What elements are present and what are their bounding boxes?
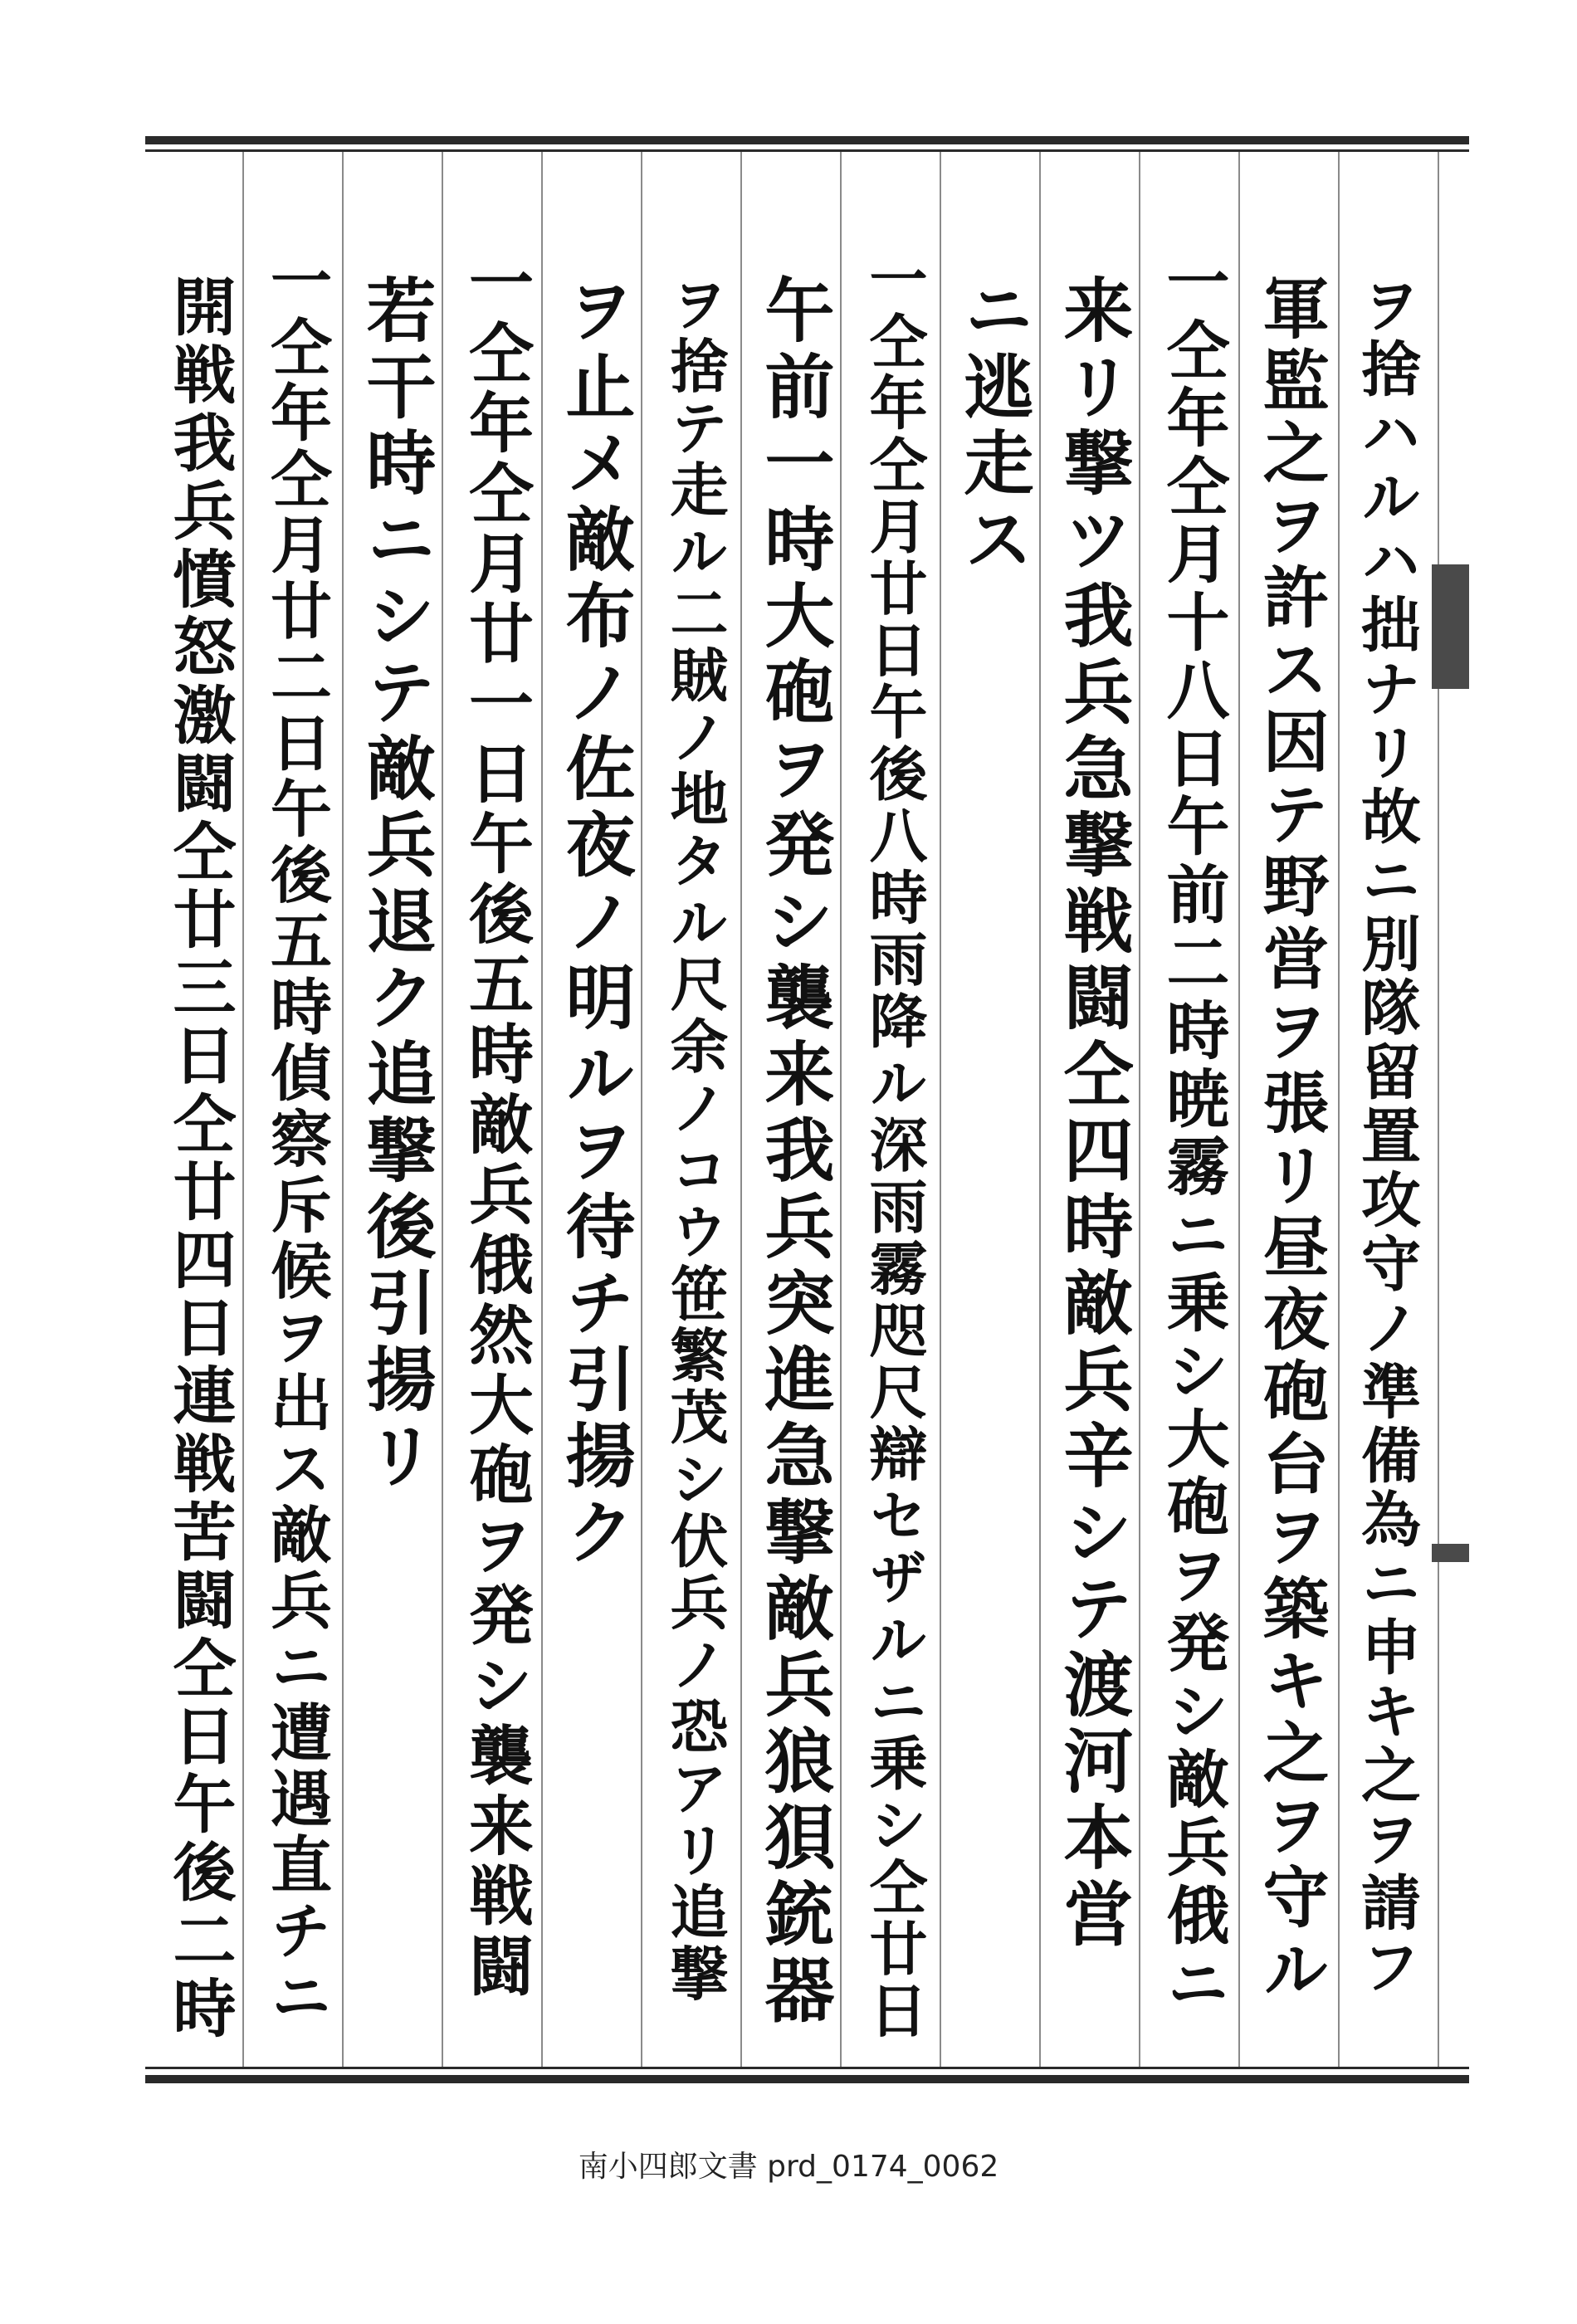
document-caption: 南小四郎文書 prd_0174_0062 bbox=[578, 2150, 999, 2184]
column-divider bbox=[1338, 152, 1340, 2067]
column-divider bbox=[1238, 152, 1240, 2067]
column-divider bbox=[840, 152, 842, 2067]
column-divider bbox=[442, 152, 443, 2067]
column-divider bbox=[1139, 152, 1140, 2067]
column-divider bbox=[641, 152, 642, 2067]
column-divider bbox=[1039, 152, 1041, 2067]
text-column-2: 軍監之ヲ許ス因テ野営ヲ張リ昼夜砲台ヲ築キ之ヲ守ル bbox=[1252, 274, 1330, 2007]
edge-tab-marker bbox=[1432, 564, 1469, 689]
column-divider bbox=[740, 152, 742, 2067]
text-column-5: ニ逃走ス bbox=[953, 274, 1035, 579]
top-border-thick bbox=[145, 136, 1469, 144]
text-column-13: 開戦我兵憤怒激闘仝廿三日仝廿四日連戦苦闘仝日午後二時 bbox=[163, 274, 237, 2043]
column-divider bbox=[1438, 152, 1439, 2067]
text-column-3: 一仝年仝月十八日午前二時暁霧ニ乗シ大砲ヲ発シ敵兵俄ニ bbox=[1156, 249, 1230, 2019]
edge-tab-marker bbox=[1432, 1544, 1469, 1562]
text-column-6: 一仝年仝月廿日午後八時雨降ル深雨霧咫尺辯セザルニ乗シ仝廿日 bbox=[860, 249, 929, 2043]
top-border-thin bbox=[145, 149, 1469, 152]
text-column-8: ヲ捨テ走ル二賊ノ地タル尺余ノコウ笹繁茂シ伏兵ノ恐アリ追撃 bbox=[661, 274, 730, 2005]
bottom-border-thin bbox=[145, 2067, 1469, 2069]
column-divider bbox=[541, 152, 543, 2067]
text-column-9: ヲ止メ敵布ノ佐夜ノ明ルヲ待チ引揚ク bbox=[554, 274, 637, 1572]
text-column-4: 来リ撃ツ我兵急撃戦闘仝四時敵兵辛シテ渡河本営 bbox=[1052, 274, 1135, 1954]
text-column-12: 一仝年仝月廿二日午後五時偵察斥候ヲ出ス敵兵ニ遭遇直チニ bbox=[261, 249, 332, 2031]
column-divider bbox=[940, 152, 941, 2067]
text-column-7: 午前一時大砲ヲ発シ襲来我兵突進急撃敵兵狼狽銃器 bbox=[754, 274, 836, 2030]
bottom-border-thick bbox=[145, 2075, 1469, 2083]
column-divider bbox=[342, 152, 344, 2067]
text-column-11: 若干時ニシテ敵兵退ク追撃後引揚リ bbox=[355, 274, 437, 1496]
text-column-10: 一仝年仝月廿一日午後五時敵兵俄然大砲ヲ発シ襲来戦闘 bbox=[458, 249, 534, 2003]
text-column-1: ヲ捨ハルハ拙ナリ故ニ別隊留置攻守ノ準備為ニ申キ之ヲ請フ bbox=[1351, 274, 1422, 1999]
